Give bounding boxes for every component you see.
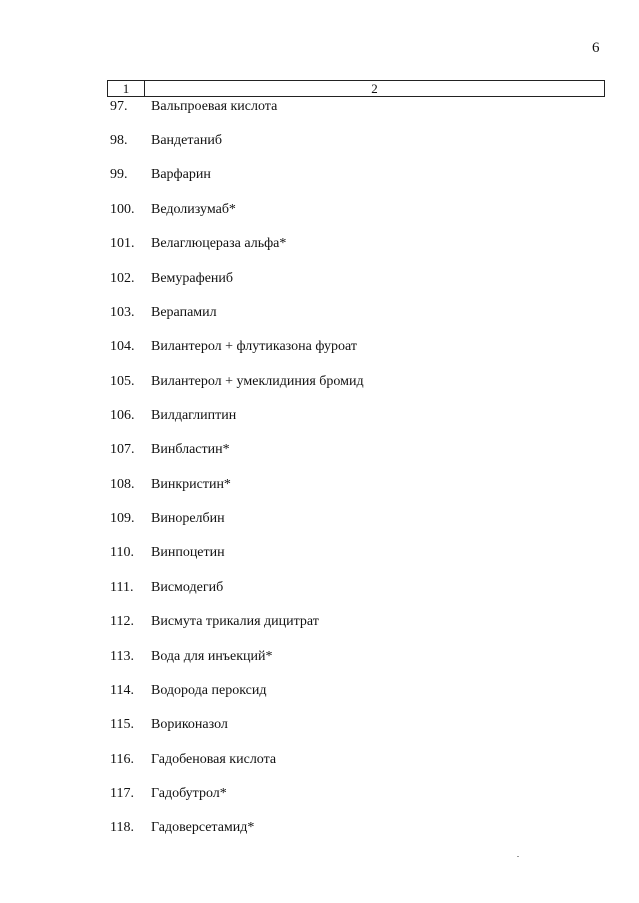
list-item xyxy=(110,579,223,597)
list-item xyxy=(110,338,357,356)
column-1-header: 1 xyxy=(108,81,145,96)
item-name: Вилдаглиптин xyxy=(151,408,237,423)
column-2-header: 2 xyxy=(371,81,378,96)
list-item xyxy=(110,648,273,666)
item-number: 101. xyxy=(110,236,135,251)
item-name: Вальпроевая кислота xyxy=(151,99,278,114)
list-item xyxy=(110,166,211,184)
item-number: 112. xyxy=(110,614,134,629)
item-name: Верапамил xyxy=(151,305,217,320)
item-number: 98. xyxy=(110,133,128,148)
item-number: 105. xyxy=(110,374,135,389)
list-item xyxy=(110,132,222,150)
item-name: Водорода пероксид xyxy=(151,683,267,698)
list-item xyxy=(110,373,364,391)
list-item xyxy=(110,235,286,253)
list-item xyxy=(110,682,266,700)
item-name: Висмодегиб xyxy=(151,580,224,595)
item-number: 97. xyxy=(110,99,128,114)
item-name: Вандетаниб xyxy=(151,133,222,148)
item-name: Гадоверсетамид* xyxy=(151,820,255,835)
item-number: 108. xyxy=(110,477,135,492)
list-item xyxy=(110,785,227,803)
scan-speck xyxy=(517,856,519,857)
item-number: 115. xyxy=(110,717,134,732)
item-number: 103. xyxy=(110,305,135,320)
list-item xyxy=(110,544,225,562)
item-number: 106. xyxy=(110,408,135,423)
list-item xyxy=(110,270,233,288)
list-item xyxy=(110,819,254,837)
list-item xyxy=(110,407,236,425)
item-name: Гадобутрол* xyxy=(151,786,227,801)
list-item xyxy=(110,304,217,322)
item-name: Вода для инъекций* xyxy=(151,649,273,664)
item-name: Вориконазол xyxy=(151,717,228,732)
item-number: 116. xyxy=(110,752,134,767)
item-number: 102. xyxy=(110,271,135,286)
list-item xyxy=(110,510,225,528)
item-number: 110. xyxy=(110,545,134,560)
item-number: 117. xyxy=(110,786,134,801)
list-item xyxy=(110,476,231,494)
list-item xyxy=(110,441,230,459)
item-number: 114. xyxy=(110,683,134,698)
list-item xyxy=(110,613,319,631)
item-name: Вилантерол + флутиказона фуроат xyxy=(151,339,358,354)
item-number: 109. xyxy=(110,511,135,526)
item-name: Вилантерол + умеклидиния бромид xyxy=(151,374,364,389)
item-number: 111. xyxy=(110,580,134,595)
item-number: 99. xyxy=(110,167,128,182)
item-number: 118. xyxy=(110,820,134,835)
item-number: 107. xyxy=(110,442,135,457)
list-item xyxy=(110,751,276,769)
list-item xyxy=(110,98,277,116)
list-item xyxy=(110,716,228,734)
item-name: Вемурафениб xyxy=(151,271,234,286)
table-column-header xyxy=(107,80,605,97)
item-number: 113. xyxy=(110,649,134,664)
item-number: 104. xyxy=(110,339,135,354)
item-name: Винбластин* xyxy=(151,442,230,457)
item-name: Висмута трикалия дицитрат xyxy=(151,614,319,629)
item-number: 100. xyxy=(110,202,135,217)
list-item xyxy=(110,201,236,219)
item-name: Велаглюцераза альфа* xyxy=(151,236,287,251)
item-name: Ведолизумаб* xyxy=(151,202,236,217)
page-number: 6 xyxy=(592,40,600,56)
item-name: Варфарин xyxy=(151,167,211,182)
item-name: Винпоцетин xyxy=(151,545,225,560)
item-name: Винорелбин xyxy=(151,511,225,526)
item-name: Винкристин* xyxy=(151,477,231,492)
item-name: Гадобеновая кислота xyxy=(151,752,277,767)
